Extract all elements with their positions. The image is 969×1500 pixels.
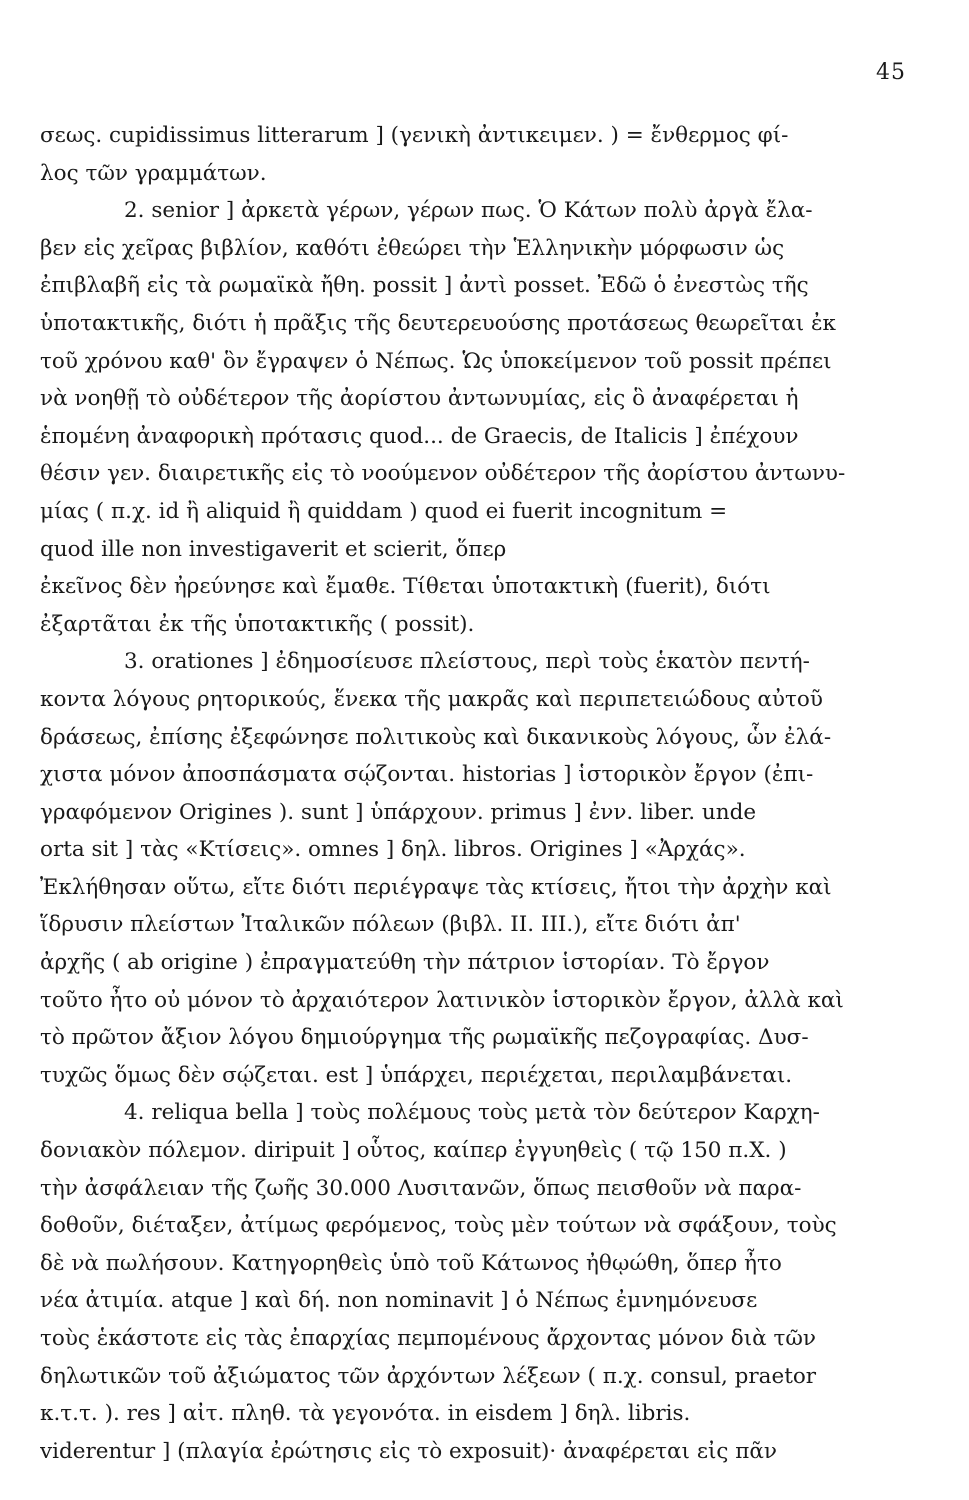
commentary-text bbox=[40, 117, 920, 1470]
text-line: ἐξαρτᾶται ἐκ τῆς ὑποτακτικῆς ( possit). bbox=[40, 611, 475, 637]
text-line: δονιακὸν πόλεμον. diripuit ] οὗτος, καίπερ ἐγγυηθεὶς ( τῷ 150 π.Χ. ) bbox=[40, 1138, 787, 1164]
text-line: ὑποτακτικῆς, διότι ἡ πρᾶξις τῆς δευτερευούσης προτάσεως θεωρεῖται ἐκ bbox=[40, 310, 836, 336]
text-line: γραφόμενον Origines ). sunt ] ὑπάρχουν. primus ] ἐνν. liber. unde bbox=[40, 799, 757, 825]
text-line: βεν εἰς χεῖρας βιβλίον, καθότι ἐθεώρει τὴν Ἑλληνικὴν μόρφωσιν ὡς bbox=[40, 235, 785, 261]
text-line: τὴν ἀσφάλειαν τῆς ζωῆς 30.000 Λυσιτανῶν, ὅπως πεισθοῦν νὰ παρα- bbox=[40, 1175, 802, 1201]
text-line: τοῦ χρόνου καθ' ὃν ἔγραψεν ὁ Νέπως. Ὡς ὑποκείμενον τοῦ possit πρέπει bbox=[40, 348, 832, 374]
text-line: δηλωτικῶν τοῦ ἀξιώματος τῶν ἀρχόντων λέξεων ( π.χ. consul, praetor bbox=[40, 1363, 817, 1389]
text-line: λος τῶν γραμμάτων. bbox=[40, 160, 267, 186]
text-line: τοὺς ἑκάστοτε εἰς τὰς ἐπαρχίας πεμπομένους ἄρχοντας μόνον διὰ τῶν bbox=[40, 1326, 817, 1351]
text-line: χιστα μόνον ἀποσπάσματα σῴζονται. historias ] ἱστορικὸν ἔργον (ἐπι- bbox=[40, 762, 814, 788]
text-line: Ἐκλήθησαν οὕτω, εἴτε διότι περιέγραψε τὰς κτίσεις, ἤτοι τὴν ἀρχὴν καὶ bbox=[40, 874, 832, 900]
text-line: ἐπιβλαβῆ εἰς τὰ ρωμαϊκὰ ἤθη. possit ] ἀντὶ posset. Ἐδῶ ὁ ἐνεστὼς τῆς bbox=[40, 273, 809, 299]
text-line: δὲ νὰ πωλήσουν. Κατηγορηθεὶς ὑπὸ τοῦ Κάτωνος ἠθῳώθη, ὅπερ ἦτο bbox=[40, 1250, 782, 1276]
text-line: κοντα λόγους ρητορικούς, ἕνεκα τῆς μακρᾶς καὶ περιπετειώδους αὐτοῦ bbox=[40, 686, 823, 712]
text-line: ἑπομένη ἀναφορικὴ πρότασις quod... de Graecis, de Italicis ] ἐπέχουν bbox=[40, 423, 799, 449]
text-line: 4. reliqua bella ] τοὺς πολέμους τοὺς μετὰ τὸν δεύτερον Καρχη- bbox=[124, 1100, 820, 1126]
text-line: 2. senior ] ἀρκετὰ γέρων, γέρων πως. Ὁ Κάτων πολὺ ἀργὰ ἔλα- bbox=[124, 198, 813, 224]
text-line: quod ille non investigaverit et scierit, ὅπερ bbox=[40, 536, 507, 562]
text-line: τὸ πρῶτον ἄξιον λόγου δημιούργημα τῆς ρωμαϊκῆς πεζογραφίας. Δυσ- bbox=[40, 1025, 809, 1051]
text-line: κ.τ.τ. ). res ] αἰτ. πληθ. τὰ γεγονότα. in eisdem ] δηλ. libris. bbox=[40, 1401, 691, 1427]
text-line: νὰ νοηθῇ τὸ οὐδέτερον τῆς ἀορίστου ἀντωνυμίας, εἰς ὃ ἀναφέρεται ἡ bbox=[40, 386, 799, 412]
text-line: σεως. cupidissimus litterarum ] (γενικὴ ἀντικειμεν. ) = ἔνθερμος φί- bbox=[40, 123, 789, 148]
text-line: τοῦτο ἦτο οὐ μόνον τὸ ἀρχαιότερον λατινικὸν ἱστορικὸν ἔργον, ἀλλὰ καὶ bbox=[40, 987, 844, 1013]
text-line: viderentur ] (πλαγία ἐρώτησις εἰς τὸ exposuit)· ἀναφέρεται εἰς πᾶν bbox=[40, 1438, 777, 1464]
page-number: 45 bbox=[876, 60, 906, 85]
text-line: θέσιν γεν. διαιρετικῆς εἰς τὸ νοούμενον οὐδέτερον τῆς ἀορίστου ἀντωνυ- bbox=[40, 461, 846, 487]
text-line: τυχῶς ὅμως δὲν σῴζεται. est ] ὑπάρχει, περιέχεται, περιλαμβάνεται. bbox=[40, 1062, 793, 1088]
text-line: ἀρχῆς ( ab origine ) ἐπραγματεύθη τὴν πάτριον ἱστορίαν. Τὸ ἔργον bbox=[40, 950, 770, 976]
text-line: 3. orationes ] ἐδημοσίευσε πλείστους, περὶ τοὺς ἑκατὸν πεντή- bbox=[124, 649, 810, 675]
text-line: νέα ἀτιμία. atque ] καὶ δή. non nominavit ] ὁ Νέπως ἐμνημόνευσε bbox=[40, 1288, 758, 1314]
text-line: δράσεως, ἐπίσης ἐξεφώνησε πολιτικοὺς καὶ δικανικοὺς λόγους, ὧν ἐλά- bbox=[40, 724, 832, 750]
text-line: orta sit ] τὰς «Κτίσεις». omnes ] δηλ. libros. Origines ] «Ἀρχάς». bbox=[40, 837, 746, 863]
text-line: δοθοῦν, διέταξεν, ἀτίμως φερόμενος, τοὺς μὲν τούτων νὰ σφάξουν, τοὺς bbox=[40, 1213, 837, 1239]
text-line: ἐκεῖνος δὲν ἠρεύνησε καὶ ἔμαθε. Τίθεται ὑποτακτικὴ (fuerit), διότι bbox=[40, 574, 771, 600]
text-line: μίας ( π.χ. id ἢ aliquid ἢ quiddam ) quod ei fuerit incognitum = bbox=[40, 498, 728, 524]
text-line: ἵδρυσιν πλείστων Ἰταλικῶν πόλεων (βιβλ. II. III.), εἴτε διότι ἀπ' bbox=[40, 912, 741, 938]
